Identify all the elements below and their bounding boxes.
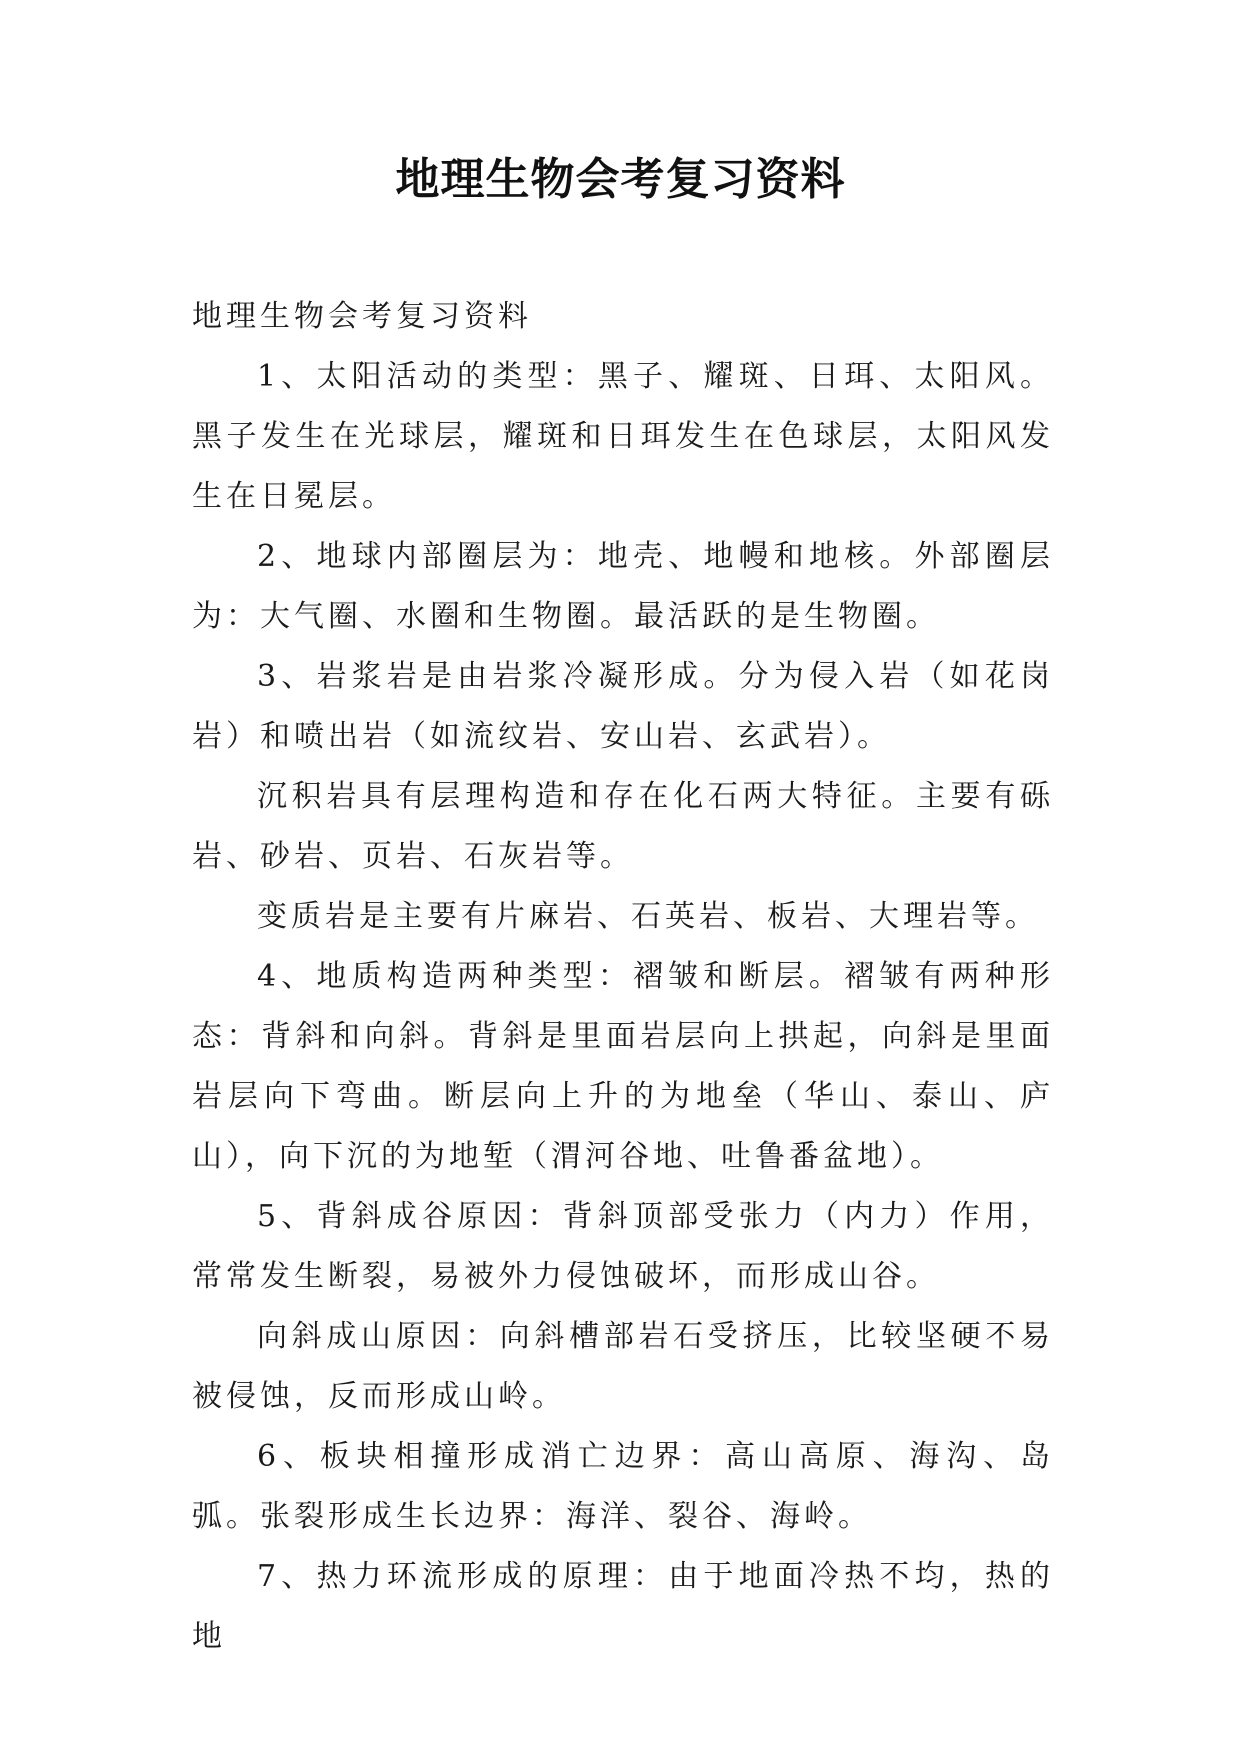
- paragraph: 沉积岩具有层理构造和存在化石两大特征。主要有砾岩、砂岩、页岩、石灰岩等。: [192, 779, 1054, 874]
- document-body: [192, 287, 1054, 1667]
- paragraph: 向斜成山原因：向斜槽部岩石受挤压，比较坚硬不易被侵蚀，反而形成山岭。: [192, 1319, 1054, 1414]
- paragraph: 4、地质构造两种类型：褶皱和断层。褶皱有两种形态：背斜和向斜。背斜是里面岩层向上拱起，向斜是里面岩层向下弯曲。断层向上升的为地垒（华山、泰山、庐山），向下沉的为地堑（渭河谷地、吐鲁番盆地）。: [192, 959, 1054, 1174]
- paragraph: 6、板块相撞形成消亡边界：高山高原、海沟、岛弧。张裂形成生长边界：海洋、裂谷、海岭。: [192, 1439, 1054, 1534]
- paragraph: 5、背斜成谷原因：背斜顶部受张力（内力）作用，常常发生断裂，易被外力侵蚀破坏，而形成山谷。: [192, 1199, 1054, 1294]
- paragraph: 地理生物会考复习资料: [192, 299, 532, 334]
- paragraph: 3、岩浆岩是由岩浆冷凝形成。分为侵入岩（如花岗岩）和喷出岩（如流纹岩、安山岩、玄武岩）。: [192, 659, 1054, 754]
- paragraph: 1、太阳活动的类型：黑子、耀斑、日珥、太阳风。黑子发生在光球层，耀斑和日珥发生在色球层，太阳风发生在日冕层。: [192, 359, 1054, 514]
- document-title: 地理生物会考复习资料: [395, 154, 846, 205]
- paragraph: 7、热力环流形成的原理：由于地面冷热不均，热的地: [192, 1559, 1054, 1654]
- paragraph: 变质岩是主要有片麻岩、石英岩、板岩、大理岩等。: [257, 899, 1039, 934]
- paragraph: 2、地球内部圈层为：地壳、地幔和地核。外部圈层为：大气圈、水圈和生物圈。最活跃的是生物圈。: [192, 539, 1054, 634]
